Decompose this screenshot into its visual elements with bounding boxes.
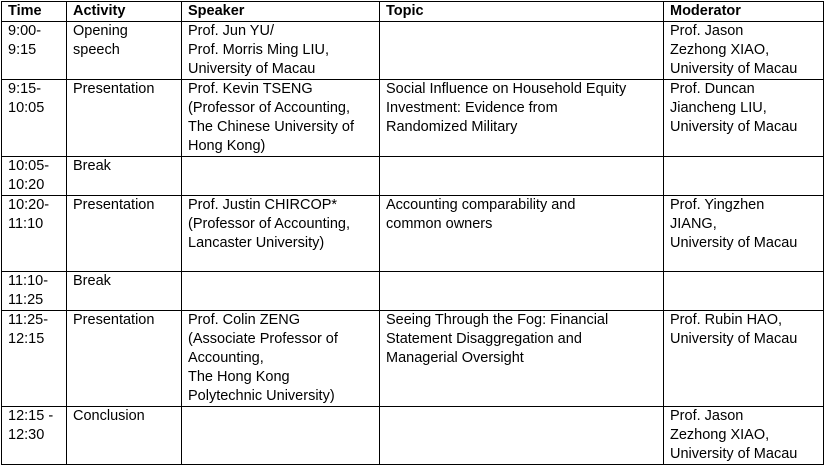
time-cell: 9:15- 10:05 <box>2 80 67 157</box>
speaker-cell <box>182 407 380 465</box>
table-row <box>2 157 824 196</box>
activity-cell: Presentation <box>67 196 182 272</box>
time-cell: 11:10- 11:25 <box>2 272 67 311</box>
topic-cell <box>380 407 664 465</box>
schedule-table <box>1 1 824 465</box>
speaker-cell: Prof. Colin ZENG (Associate Professor of Accounting, The Hong Kong Polytechnic University) <box>182 311 380 407</box>
moderator-cell: Prof. Yingzhen JIANG, University of Macau <box>664 196 824 272</box>
topic-cell <box>380 157 664 196</box>
moderator-cell: Prof. Rubin HAO, University of Macau <box>664 311 824 407</box>
table-row <box>2 80 824 157</box>
header-moderator: Moderator <box>664 2 824 22</box>
moderator-cell: Prof. Jason Zezhong XIAO, University of Macau <box>664 407 824 465</box>
header-activity: Activity <box>67 2 182 22</box>
speaker-cell: Prof. Jun YU/ Prof. Morris Ming LIU, University of Macau <box>182 22 380 80</box>
activity-cell: Opening speech <box>67 22 182 80</box>
table-row <box>2 272 824 311</box>
activity-cell: Presentation <box>67 80 182 157</box>
moderator-cell <box>664 272 824 311</box>
moderator-cell: Prof. Jason Zezhong XIAO, University of Macau <box>664 22 824 80</box>
activity-cell: Break <box>67 272 182 311</box>
header-time: Time <box>2 2 67 22</box>
moderator-cell <box>664 157 824 196</box>
time-cell: 9:00- 9:15 <box>2 22 67 80</box>
moderator-cell: Prof. Duncan Jiancheng LIU, University of Macau <box>664 80 824 157</box>
time-cell: 12:15 - 12:30 <box>2 407 67 465</box>
header-row <box>2 2 824 22</box>
topic-cell: Accounting comparability and common owners <box>380 196 664 272</box>
table-row <box>2 22 824 80</box>
table-row <box>2 196 824 272</box>
topic-cell <box>380 22 664 80</box>
speaker-cell <box>182 272 380 311</box>
topic-cell <box>380 272 664 311</box>
activity-cell: Conclusion <box>67 407 182 465</box>
topic-cell: Seeing Through the Fog: Financial Statement Disaggregation and Managerial Oversight <box>380 311 664 407</box>
time-cell: 10:05- 10:20 <box>2 157 67 196</box>
header-topic: Topic <box>380 2 664 22</box>
table-row <box>2 407 824 465</box>
table-row <box>2 311 824 407</box>
activity-cell: Break <box>67 157 182 196</box>
time-cell: 10:20- 11:10 <box>2 196 67 272</box>
topic-cell: Social Influence on Household Equity Investment: Evidence from Randomized Military <box>380 80 664 157</box>
speaker-cell: Prof. Kevin TSENG (Professor of Accounting, The Chinese University of Hong Kong) <box>182 80 380 157</box>
speaker-cell: Prof. Justin CHIRCOP* (Professor of Accounting, Lancaster University) <box>182 196 380 272</box>
time-cell: 11:25- 12:15 <box>2 311 67 407</box>
header-speaker: Speaker <box>182 2 380 22</box>
speaker-cell <box>182 157 380 196</box>
activity-cell: Presentation <box>67 311 182 407</box>
